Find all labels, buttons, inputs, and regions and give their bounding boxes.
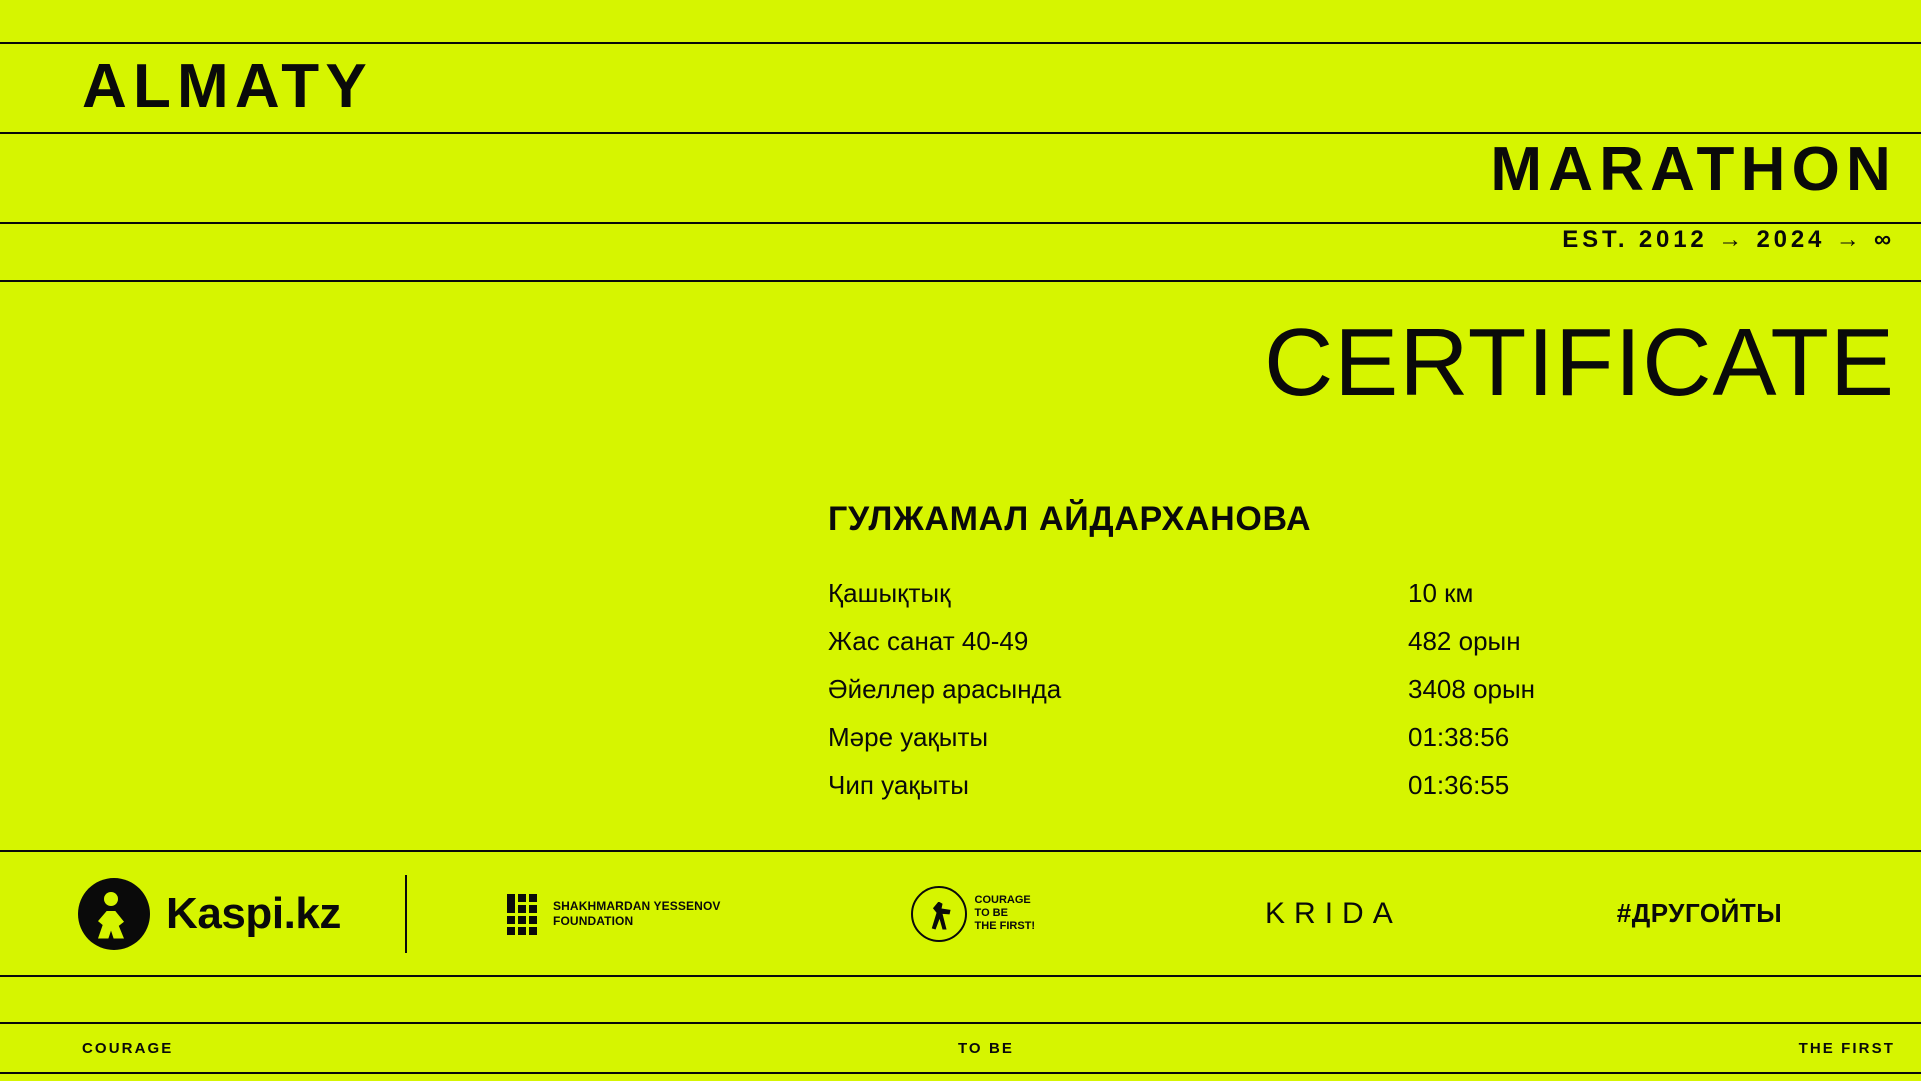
result-value: 3408 орын [1408, 674, 1536, 704]
table-row [828, 722, 1628, 770]
sponsor-divider [405, 875, 407, 953]
sponsor-yessenov-label [553, 899, 721, 929]
sponsor-yessenov-line1: SHAKHMARDAN YESSENOV [553, 898, 721, 913]
result-label: Қашықтық [828, 578, 951, 608]
result-label: Жас санат 40-49 [828, 626, 1029, 656]
page-title: CERTIFICATE [1263, 309, 1895, 416]
footer-left: COURAGE [82, 1039, 174, 1057]
table-row [828, 770, 1628, 818]
footer-middle: TO BE [957, 1039, 1015, 1057]
recipient-name: ГУЛЖАМАЛ АЙДАРХАНОВА [828, 500, 1312, 538]
result-value: 01:38:56 [1408, 722, 1510, 752]
divider-rule [0, 42, 1921, 44]
sponsor-corporate-fund [911, 886, 1036, 942]
result-label: Мәре уақыты [828, 722, 989, 752]
sponsor-kaspi-label: Kaspi.kz [166, 888, 341, 938]
brand-marathon: MARATHON [1490, 135, 1897, 204]
cfund-line3: THE FIRST! [974, 920, 1036, 932]
divider-rule [0, 280, 1921, 282]
footer-slogan [0, 1024, 1921, 1072]
kaspi-logo-icon [78, 878, 150, 950]
sponsor-corporate-fund-label [975, 894, 1036, 933]
result-value: 10 км [1408, 578, 1474, 608]
sponsor-yessenov [507, 894, 721, 934]
cfund-line2: TO BE [974, 907, 1008, 919]
result-value: 482 орын [1408, 626, 1521, 656]
yessenov-logo-icon [507, 894, 541, 934]
table-row [828, 674, 1628, 722]
footer-right: THE FIRST [1798, 1039, 1895, 1057]
table-row [828, 626, 1628, 674]
campaign-hashtag: #ДРУГОЙТЫ [1616, 898, 1783, 928]
sponsor-strip [0, 852, 1921, 975]
table-row [828, 578, 1628, 626]
cfund-line1: COURAGE [974, 894, 1031, 906]
divider-rule [0, 975, 1921, 977]
divider-rule [0, 1072, 1921, 1074]
result-value: 01:36:55 [1408, 770, 1510, 800]
result-label: Чип уақыты [828, 770, 969, 800]
divider-rule [0, 222, 1921, 224]
sponsor-kaspi [78, 878, 341, 950]
sponsor-yessenov-line2: FOUNDATION [553, 913, 634, 928]
result-label: Әйеллер арасында [828, 674, 1062, 704]
established-line: EST. 2012 → 2024 → ∞ [1562, 226, 1895, 253]
sponsor-krida: KRIDA [1265, 896, 1402, 930]
results-table [828, 578, 1628, 818]
brand-almaty: ALMATY [82, 52, 373, 121]
corporate-fund-logo-icon [911, 886, 967, 942]
